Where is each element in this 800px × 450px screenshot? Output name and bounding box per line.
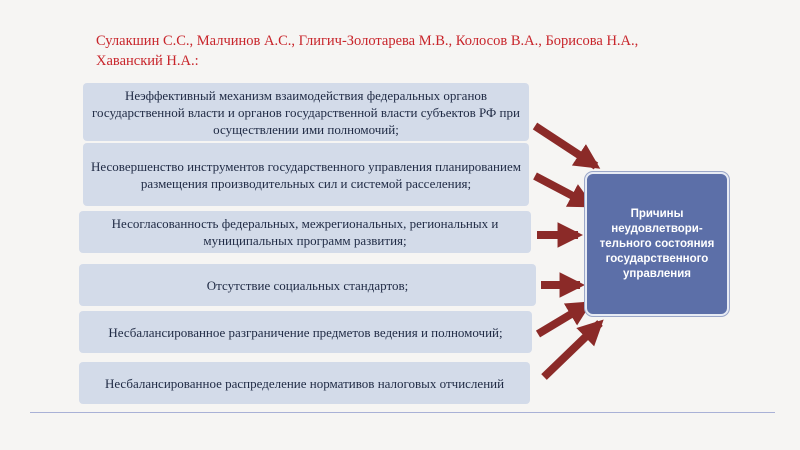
- cause-text-1: Неэффективный механизм взаимодействия федеральных органов государственной власти и органов государственной власти субъектов РФ при осуществлении ими полномочий;: [92, 87, 520, 137]
- footer-divider: [30, 412, 775, 413]
- cause-box-3: [79, 211, 531, 253]
- cause-box-5: [79, 311, 532, 353]
- cause-box-2: [83, 143, 529, 206]
- authors-text: Сулакшин С.С., Малчинов А.С., Глигич-Золотарева М.В., Колосов В.А., Борисова Н.А., Хаванский Н.А.:: [96, 33, 639, 69]
- cause-text-2: Несовершенство инструментов государственного управления планированием размещения производительных сил и системой расселения;: [91, 158, 521, 191]
- cause-text-3: Несогласованность федеральных, межрегиональных, региональных и муниципальных программ развития;: [111, 216, 499, 248]
- center-label: Причины неудовлетвори-тельного состояния государственного управления: [599, 207, 715, 280]
- cause-text-4: Отсутствие социальных стандартов;: [206, 277, 409, 293]
- center-box: [585, 172, 729, 316]
- cause-box-4: [79, 264, 536, 306]
- cause-box-6: [79, 362, 530, 404]
- cause-text-5: Несбалансированное разграничение предметов ведения и полномочий;: [108, 324, 503, 340]
- cause-text-6: Несбалансированное распределение нормативов налоговых отчислений: [104, 375, 505, 391]
- cause-box-1: [83, 83, 529, 141]
